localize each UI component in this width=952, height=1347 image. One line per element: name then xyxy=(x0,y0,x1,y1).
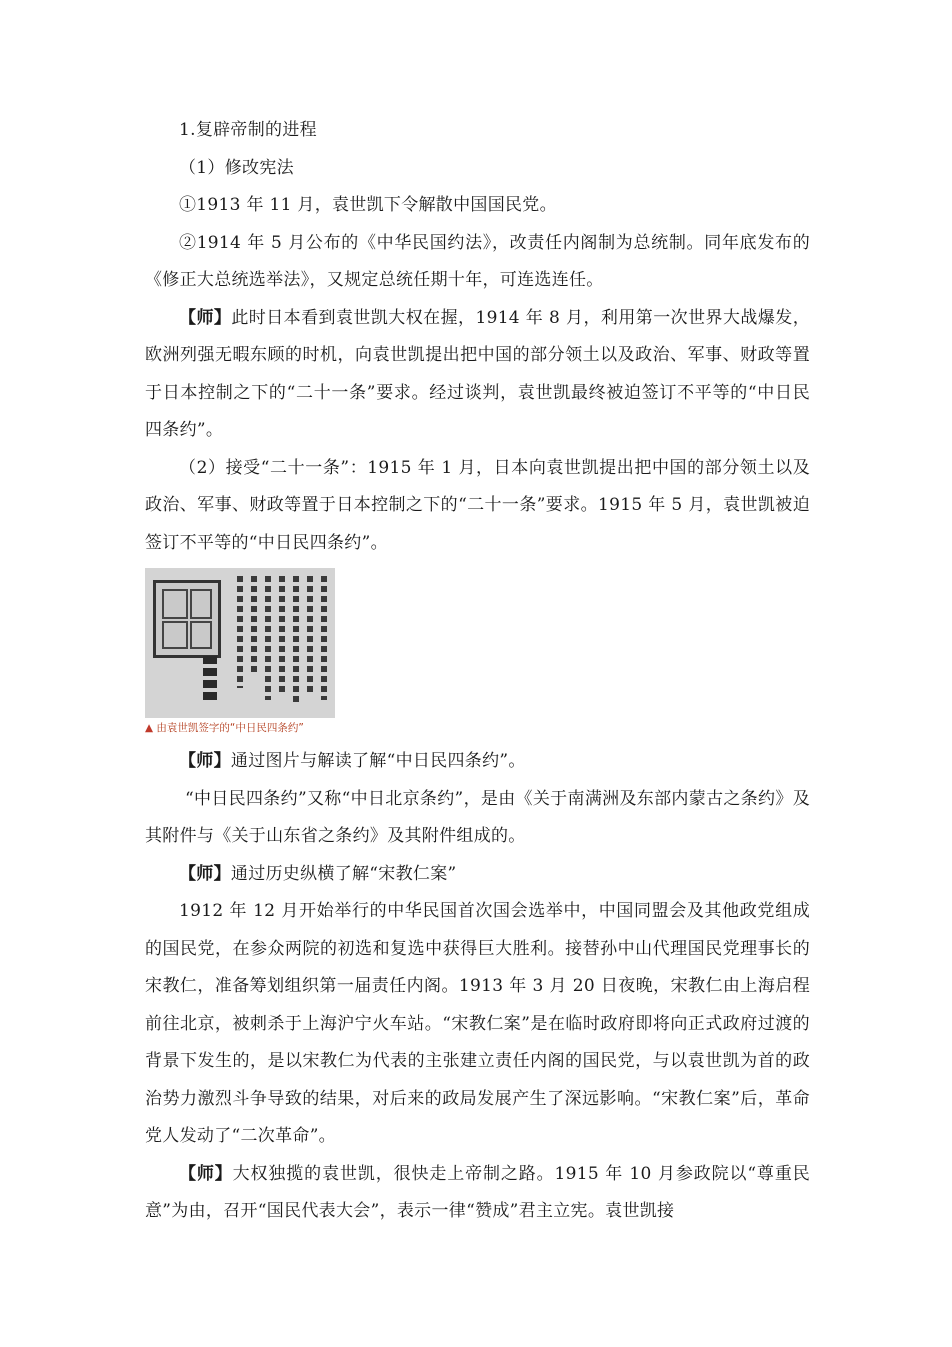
teacher-paragraph xyxy=(145,300,810,450)
section-heading: 1.复辟帝制的进程 xyxy=(179,120,317,140)
triangle-icon: ▲ xyxy=(145,722,154,734)
paragraph: ①1913 年 11 月，袁世凯下令解散中国国民党。 xyxy=(179,195,557,215)
teacher-text: 通过图片与解读了解“中日民四条约”。 xyxy=(230,751,526,771)
teacher-tag: 【师】 xyxy=(179,751,231,771)
teacher-paragraph xyxy=(145,743,810,781)
teacher-tag: 【师】 xyxy=(179,863,231,884)
teacher-text: 此时日本看到袁世凯大权在握，1914 年 8 月，利用第一次世界大战爆发，欧洲列强无暇东顾的时机，向袁世凯提出把中国的部分领土以及政治、军事、财政等置于日本控制之下的“二十一条”要求。经过谈判，袁世凯最终被迫签订不平等的“中日民四条约”。 xyxy=(145,307,811,440)
teacher-paragraph xyxy=(145,856,810,894)
paragraph: “中日民四条约”又称“中日北京条约”，是由《关于南满洲及东部内蒙古之条约》及其附件与《关于山东省之条约》及其附件组成的。 xyxy=(145,788,810,846)
teacher-tag: 【师】 xyxy=(179,1163,233,1184)
paragraph: 1912 年 12 月开始举行的中华民国首次国会选举中，中国同盟会及其他政党组成的国民党，在参众两院的初选和复选中获得巨大胜利。接替孙中山代理国民党理事长的宋教仁，准备筹划组织第一届责任内阁。1913 年 3 月 20 日夜晚，宋教仁由上海启程前往北京，被刺杀于上海沪宁火车站。“宋教仁案”是在临时政府即将向正式政府过渡的背景下发生的，是以宋教仁为代表的主张建立责任内阁的国民党，与以袁世凯为首的政治势力激烈斗争导致的结果，对后来的政局发展产生了深远影响。“宋教仁案”后，革命党人发动了“二次革命”。 xyxy=(145,901,810,1146)
subsection-heading: （1）修改宪法 xyxy=(179,157,294,178)
signature xyxy=(203,656,217,704)
subsection-paragraph: （2）接受“二十一条”：1915 年 1 月，日本向袁世凯提出把中国的部分领土以及政治、军事、财政等置于日本控制之下的“二十一条”要求。1915 年 5 月，袁世凯被迫签订不平等的“中日民四条约”。 xyxy=(145,457,810,553)
handwritten-columns xyxy=(233,576,333,704)
caption-text: 由袁世凯签字的“中日民四条约” xyxy=(156,722,304,734)
teacher-tag: 【师】 xyxy=(179,307,232,328)
seal-stamp xyxy=(153,580,221,658)
document-body xyxy=(145,112,810,1231)
paragraph: ②1914 年 5 月公布的《中华民国约法》，改责任内阁制为总统制。同年底发布的《修正大总统选举法》，又规定总统任期十年，可连选连任。 xyxy=(145,232,810,290)
treaty-figure xyxy=(145,568,335,735)
teacher-paragraph xyxy=(145,1156,810,1231)
treaty-photo xyxy=(145,568,335,718)
figure-caption xyxy=(145,720,335,735)
teacher-text: 大权独揽的袁世凯，很快走上帝制之路。1915 年 10 月参政院以“尊重民意”为由，召开“国民代表大会”，表示一律“赞成”君主立宪。袁世凯接 xyxy=(145,1163,810,1221)
teacher-text: 通过历史纵横了解“宋教仁案” xyxy=(230,863,457,884)
